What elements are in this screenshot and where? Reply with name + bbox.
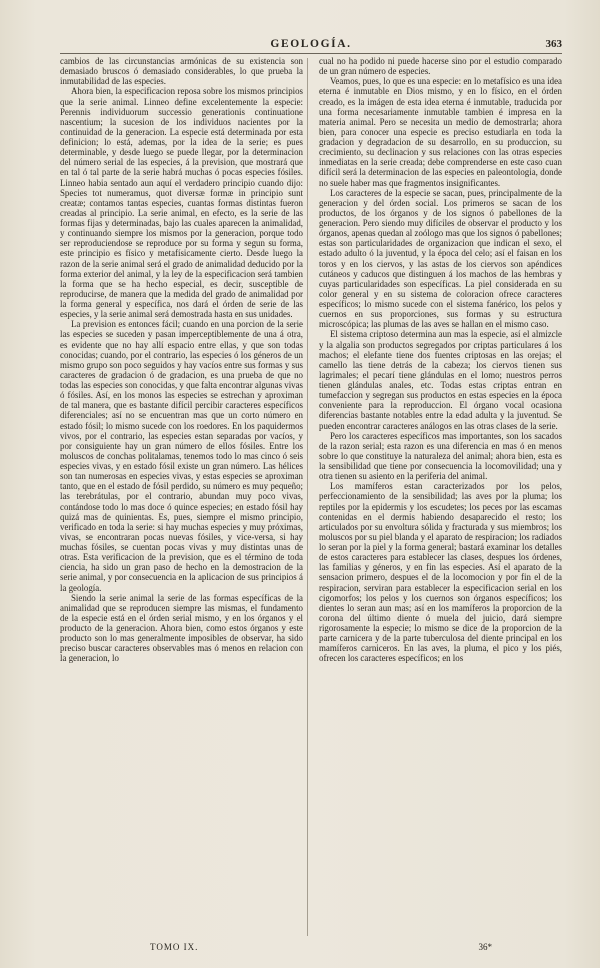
left-column bbox=[60, 56, 303, 938]
right-column bbox=[319, 56, 562, 938]
paragraph: El sistema criptoso determina aun mas la especie, así el almizcle y la algalia son productos segregados por criptas particulares á los machos; el elefante tiene dos fuentes criptosas en las orejas; el camello las tiene detrás de la cabeza; los ciervos tienen sus lagrimales; el pecarí tiene glándulas en el lomo; nuestros perros tienen glándulas anales, etc. Todas estas criptas entran en tumefaccion y segregan sus productos en estas especies en la época conveniente para la reproduccion. El órgano vocal ocasiona diferencias bastante notables entre la edad adulta y la juventud. Se pueden encontrar caracteres análogos en las otras clases de la serie. bbox=[319, 329, 562, 431]
volume-label: TOMO IX. bbox=[150, 942, 199, 952]
page-number: 363 bbox=[545, 38, 562, 50]
paragraph: La prevision es entonces fácil; cuando en una porcion de la serie las especies se suceden y pasan imperceptiblemente de una á otra, es evidente que no hay allí espacio entre ellas, y que son todas conocidas; cuando, por el contrario, las especies ó los géneros de un mismo grupo son poco seguidos y hay vacíos entre sus formas y sus caracteres de gradacion ó de gradacion, es una prueba de que no todas las especies son conocidas, y que falta encontrar algunas vivas ó fósiles. Así, en los monos las especies se estrechan y aproximan de tal manera, que es bastante difícil percibir caracteres específicos diferenciales; así no se encuentran mas que un corto número en estado fósil; lo mismo sucede con los roedores. En los paquidermos vivos, por el contrario, las especies estan separadas por vacíos, y por consiguiente hay un gran número de ellos fósiles. Entre los moluscos de conchas politalamas, tenemos todo lo mas cinco ó seis especies vivas, y en estado fósil existe un gran número. Las hélices son tan numerosas en especies vivas, y estas especies se aproximan tanto, que en el estado de fósil perdido, su número es muy pequeño; las terebrátulas, por el contrario, abundan muy poco vivas, contándose todo lo mas doce ó quince especies; en estado fósil hay quizá mas de quinientas. Es, pues, siempre el mismo principio, verificado en toda la serie: si hay muchas especies y muy próximas, vivas, se encontraran pocas nuevas fósiles, y vice-versa, si hay muchas fósiles, se cuentan pocas vivas y muy distintas unas de otras. Esta verificacion de la prevision, que es el término de toda ciencia, ha sido un gran paso de hecho en la demostracion de la serie animal, y por consecuencia en la aplicacion de sus principios á la geología. bbox=[60, 319, 303, 593]
paragraph: Ahora bien, la especificacion reposa sobre los mismos principios que la serie animal. Linneo define excelentemente la especie: Perennis individuorum successio generationis continuatione nascentium; la sucesion de los individuos nacientes por la continuidad de la generacion. La especie está determinada por esta definicion; lo está, ademas, por la idea de la serie; es pues determinable, y desde luego se puede llegar, por la determinacion del número serial de las especies, á la prevision, que mostrará que en tal ó tal parte de la serie habrá muchas ó pocas especies fósiles. Linneo habia sentado aun aquí el verdadero principio cuando dijo: Species tot numeramus, quot diversæ formæ in principio sunt creatæ; contamos tantas especies, cuantas formas distintas fueron creadas al principio. La serie animal, en efecto, es la serie de las formas fijas y determinadas, bajo las cuales aparecen la animalidad, y continuando siempre los mismos por la generacion, porque todo ser reproduciendose se reproduce por su forma y segun su forma, este principio es físico y metafísicamente cierto. Desde luego la razon de la serie animal será el grado de animalidad deducido por la forma exterior del animal, y la ley de la especificacion será tambien la forma que se ha hecho especial, es decir, susceptible de reproducirse, de manera que la medida del grado de animalidad por la forma general y específica, nos dará el órden de serie de las especies, y la serie animal será demostrada hasta en sus unidades. bbox=[60, 86, 303, 320]
page-footer bbox=[60, 942, 562, 954]
paragraph: Pero los caracteres específicos mas importantes, son los sacados de la razon serial; esta razon es una diferencia en mas ó en menos sobre lo que constituye la naturaleza del animal; ahora bien, esta es la sensibilidad que tiene por consecuencia la locomovilidad; una y otra tienen su asiento en la periferia del animal. bbox=[319, 430, 562, 482]
paragraph: Los caracteres de la especie se sacan, pues, principalmente de la generacion y del órden social. Los primeros se sacan de los productos, de los órganos y de los signos ó pabellones de la generacion. Pero siendo muy difíciles de observar el producto y los órganos, apenas quedan al zoólogo mas que los signos ó pabellones; estas son particularidades de organizacion que indican el sexo, el estado adulto ó la juventud, y la época del celo; así el faisan en los toros y en los ciervos, y las astas de los ciervos son apéndices cutáneos y caducos que distinguen á los machos de las hembras y cuyas particularidades son específicas. La piel considerada en su color general y en su sistema de coloracion ofrece caracteres específicos; lo mismo sucede con el sistema fanérico, los pelos y cuernos en sus proporciones, sus formas y su estructura microscópica; las plumas de las aves se hallan en el mismo caso. bbox=[319, 187, 562, 330]
paragraph: cambios de las circunstancias armónicas de su existencia son demasiado bruscos ó demasiado considerables, lo que prueba la inmutabilidad de las especies. bbox=[60, 56, 303, 87]
column-divider bbox=[307, 58, 308, 936]
paragraph: Siendo la serie animal la serie de las formas específicas de la animalidad que se reproducen siempre las mismas, el fundamento de la especie está en el órden serial mismo, y en los órganos y el producto de la generacion. Ahora bien, como estos órganos y este producto son lo mas generalmente imposibles de observar, ha sido preciso buscar caracteres observables mas ó menos en relacion con la generacion, lo bbox=[60, 592, 303, 664]
paragraph: Veamos, pues, lo que es una especie: en lo metafísico es una idea eterna é inmutable en Dios mismo, y en lo físico, en el órden creado, es la imágen de esta idea eterna é inmutable, traducida por una forma necesariamente inmutable tambien é impresa en la materia animal. Pero se necesita un medio de demostrarla; ahora bien, para conocer una especie es preciso estudiarla en toda la gradacion y degradacion de su desarrollo, en su produccion, su crecimiento, su declinacion y sus relaciones con las otras especies inmediatas en la serie creada; debe comprenderse en este caso cuan difícil será la determinacion de las especies en paleontologia, donde no suele haber mas que fragmentos insignificantes. bbox=[319, 76, 562, 188]
header-rule bbox=[60, 53, 562, 54]
running-head bbox=[60, 38, 562, 52]
paragraph: Los mamíferos estan caracterizados por los pelos, perfeccionamiento de la sensibilidad; las aves por la pluma; los reptiles por la epidermis y los escudetes; los peces por las escamas contenidas en el dermis habiendo desaparecido el resto; los articulados por su envoltura sólida y fracturada y sus miembros; los moluscos por su piel blanda y el aparato de respiracion; los radiados lo seran por la piel y la forma general; bastará examinar los detalles de estos caracteres para establecer las clases, despues los órdenes, las familias y géneros, y en fin las especies. Así el aparato de la sensacion primero, despues el de la locomocion y por fin el de la respiracion, serviran para establecer la especificacion serial en los cigomorfos; los pelos y los cuernos son órganos específicos; los dientes lo seran aun mas; así en los mamíferos la proporcion de la corona del último diente ó muela del juicio, dará siempre rigorosamente la especie; lo mismo se dice de la proporcion de la parte carnicera y de la parte tuberculosa del diente principal en los mamíferos carniceros. En las aves, la pluma, el pico y los piés, ofrecen los caracteres específicos; en los bbox=[319, 481, 562, 664]
page-title: GEOLOGÍA. bbox=[270, 38, 352, 50]
text-columns bbox=[60, 56, 562, 938]
paragraph: cual no ha podido ni puede hacerse sino por el estudio comparado de un gran número de especies. bbox=[319, 56, 562, 77]
signature-mark: 36* bbox=[478, 942, 492, 952]
